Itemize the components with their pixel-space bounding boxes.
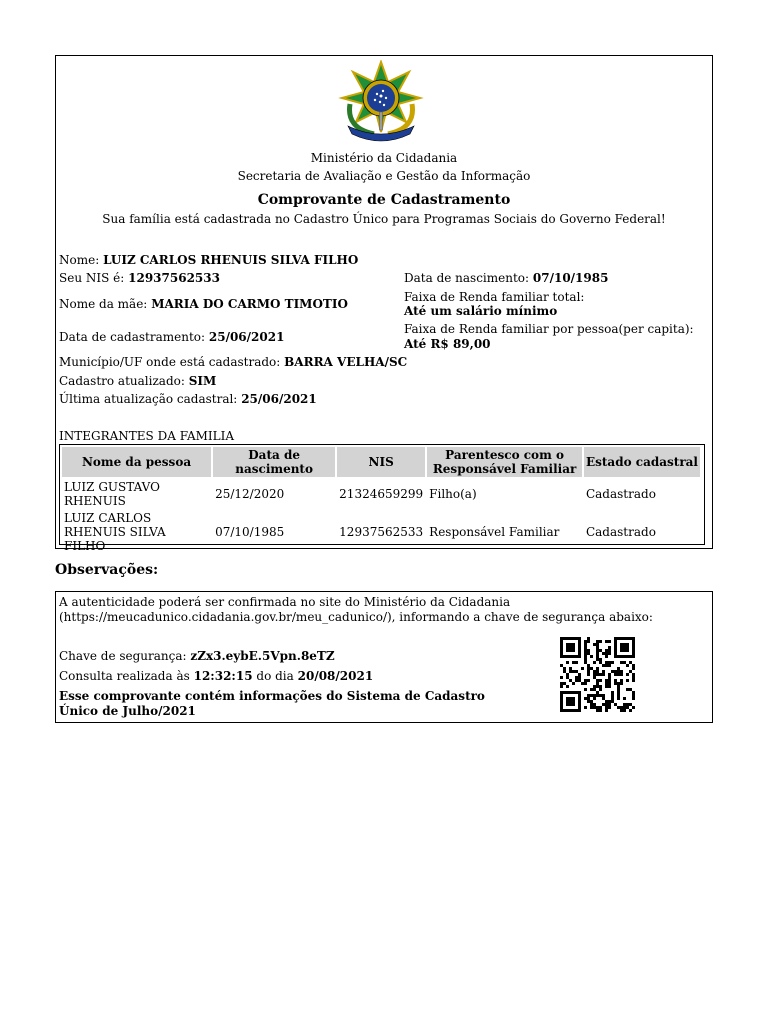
nis-row	[59, 271, 220, 286]
observations-heading: Observações:	[55, 562, 159, 578]
registration-label: Data de cadastramento:	[59, 330, 206, 344]
consult-prefix: Consulta realizada às	[59, 669, 190, 683]
col-header-nis: NIS	[337, 447, 425, 477]
table-row	[62, 479, 700, 509]
birth-label: Data de nascimento:	[404, 271, 530, 285]
cell-status: Cadastrado	[585, 525, 656, 539]
income-capita-value: Até R$ 89,00	[404, 337, 491, 351]
updated-row	[59, 374, 216, 389]
secretariat-name: Secretaria de Avaliação e Gestão da Informação	[237, 169, 531, 183]
note-line-2: Único de Julho/2021	[59, 704, 196, 718]
cell-nis: 12937562533	[339, 525, 424, 539]
cell-relation: Responsável Familiar	[429, 525, 560, 539]
security-key-row	[59, 649, 335, 664]
family-heading: INTEGRANTES DA FAMILIA	[59, 429, 235, 443]
observations-line-1: A autenticidade poderá ser confirmada no site do Ministério da Cidadania	[59, 595, 511, 609]
security-key-label: Chave de segurança:	[59, 649, 187, 663]
mother-label: Nome da mãe:	[59, 297, 148, 311]
family-table	[60, 445, 702, 555]
income-total-label: Faixa de Renda familiar total:	[404, 290, 585, 304]
nis-label: Seu NIS é:	[59, 271, 125, 285]
person-name-value: LUIZ CARLOS RHENUIS SILVA FILHO	[103, 253, 359, 267]
qr-code	[558, 636, 638, 712]
birth-value: 07/10/1985	[532, 271, 609, 285]
consult-time: 12:32:15	[193, 669, 253, 683]
table-row	[62, 511, 700, 553]
registration-row	[59, 330, 284, 345]
col-header-name: Nome da pessoa	[62, 447, 211, 477]
cell-name: LUIZ GUSTAVO RHENUIS	[64, 480, 160, 508]
col-header-relation: Parentesco com o Responsável Familiar	[427, 447, 582, 477]
income-total-value: Até um salário mínimo	[404, 304, 558, 318]
registration-value: 25/06/2021	[208, 330, 285, 344]
consult-mid: do dia	[256, 669, 294, 683]
mother-value: MARIA DO CARMO TIMOTIO	[151, 297, 348, 311]
family-table-frame	[59, 444, 705, 553]
cell-name: LUIZ CARLOS RHENUIS SILVA FILHO	[64, 511, 166, 553]
city-label: Município/UF onde está cadastrado:	[59, 355, 281, 369]
note-line-1: Esse comprovante contém informações do Sistema de Cadastro	[59, 689, 485, 703]
person-name-label: Nome:	[59, 253, 100, 267]
cell-relation: Filho(a)	[429, 487, 477, 501]
coat-of-arms-emblem	[336, 60, 426, 144]
updated-value: SIM	[188, 374, 217, 388]
birth-row	[404, 271, 608, 286]
last-update-row	[59, 392, 317, 407]
person-name-row	[59, 253, 358, 268]
city-value: BARRA VELHA/SC	[284, 355, 408, 369]
income-capita-label: Faixa de Renda familiar por pessoa(per capita):	[404, 322, 694, 336]
updated-label: Cadastro atualizado:	[59, 374, 185, 388]
cell-status: Cadastrado	[585, 487, 656, 501]
col-header-status: Estado cadastral	[584, 447, 700, 477]
security-key-value: zZx3.eybE.5Vpn.8eTZ	[190, 649, 335, 663]
consult-date: 20/08/2021	[297, 669, 374, 683]
nis-value: 12937562533	[128, 271, 220, 285]
mother-row	[59, 297, 348, 312]
last-update-value: 25/06/2021	[241, 392, 317, 406]
page-subtitle: Sua família está cadastrada no Cadastro Único para Programas Sociais do Governo Federal!	[102, 212, 666, 226]
last-update-label: Última atualização cadastral:	[59, 392, 238, 406]
cell-nis: 21324659299	[339, 487, 424, 501]
cell-birth: 07/10/1985	[215, 525, 285, 539]
ministry-name: Ministério da Cidadania	[310, 151, 458, 165]
city-row	[59, 355, 407, 370]
cell-birth: 25/12/2020	[215, 487, 285, 501]
page-title: Comprovante de Cadastramento	[257, 192, 511, 208]
observations-line-2: (https://meucadunico.cidadania.gov.br/meu_cadunico/), informando a chave de segurança abaixo:	[59, 610, 653, 624]
consult-row	[59, 669, 373, 684]
col-header-birth: Data de nascimento	[213, 447, 335, 477]
